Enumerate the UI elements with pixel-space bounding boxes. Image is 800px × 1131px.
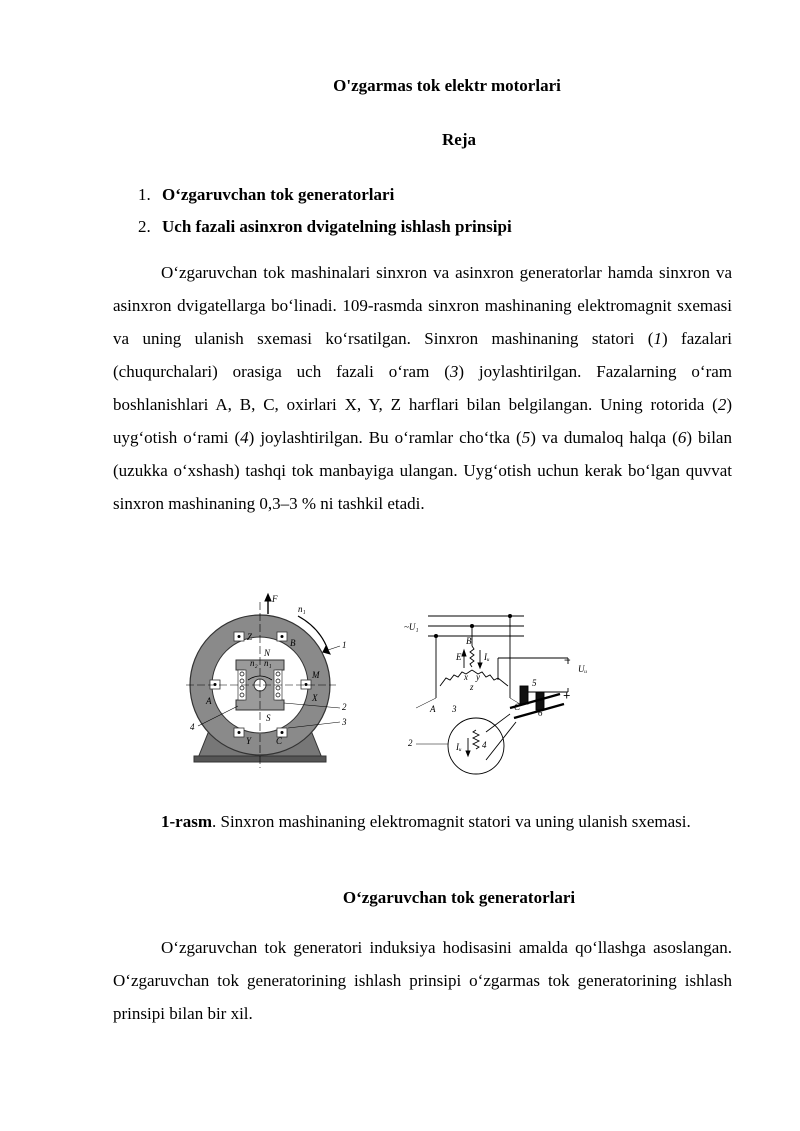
caption-text: . Sinxron mashinaning elektromagnit statori va uning ulanish sxemasi. xyxy=(211,812,691,831)
label-B: B xyxy=(290,638,296,648)
label-Iu: Iᵤ xyxy=(484,652,490,662)
label-5: 5 xyxy=(532,678,537,688)
label-4-right: 4 xyxy=(482,740,487,750)
ref-number: 3 xyxy=(449,362,459,381)
text-run: ) joylashtirilgan. Fazalarning o‘ram boshlanishlari A, B, C, oxirlari X, Y, Z harflari bilan belgilangan. Uning rotorida ( xyxy=(113,362,733,414)
plan-item xyxy=(138,215,512,247)
label-plus: + xyxy=(563,688,571,703)
label-A: A xyxy=(206,696,212,706)
plan-item-text: Uch fazali asinxron dvigatelning ishlash prinsipi xyxy=(162,217,512,236)
label-2-right: 2 xyxy=(408,738,413,748)
caption-label: 1-rasm xyxy=(161,812,212,831)
label-C: C xyxy=(276,736,283,746)
label-x: x xyxy=(464,672,468,682)
machine-cross-section xyxy=(186,594,340,768)
label-S: S xyxy=(266,713,271,723)
label-X: X xyxy=(312,693,318,703)
label-Y: Y xyxy=(246,736,252,746)
text-run: O‘zgaruvchan tok mashinalari sinxron va asinxron generatorlar hamda sinxron va asinxron dvigatellarga bo‘linadi. 109-rasmda sinxron mashinaning elektromagnit sxemasi va uning ulanish sxemasi ko‘rsatilgan. Sinxron mashinaning statori ( xyxy=(113,263,732,348)
ref-number: 2 xyxy=(717,395,727,414)
figure-caption xyxy=(113,805,732,838)
label-Z: Z xyxy=(247,632,253,642)
plan-item-number: 1. xyxy=(138,185,151,204)
label-1: 1 xyxy=(342,640,347,650)
section-heading: O‘zgaruvchan tok generatorlari xyxy=(342,888,576,907)
plan-heading: Reja xyxy=(442,130,476,149)
label-N: N xyxy=(264,648,271,658)
text-run: ) uyg‘otish o‘rami ( xyxy=(113,395,732,447)
intro-paragraph xyxy=(113,256,732,520)
label-E: E xyxy=(456,652,462,662)
label-minus: − xyxy=(564,653,571,667)
label-3-right: 3 xyxy=(452,704,457,714)
label-M: M xyxy=(312,670,320,680)
label-A-right: A xyxy=(430,704,436,714)
connection-diagram xyxy=(416,614,571,774)
ref-number: 4 xyxy=(240,428,249,447)
label-y: y xyxy=(476,672,480,682)
label-z: z xyxy=(470,682,474,692)
label-n1: n₁ xyxy=(298,604,306,614)
ref-number: 1 xyxy=(653,329,662,348)
body-paragraph: O‘zgaruvchan tok generatori induksiya hodisasini amalda qo‘llashga asoslangan. O‘zgaruvchan tok generatorining ishlash prinsipi o‘zgarmas tok generatorining ishlash prinsipi bilan bir xil. xyxy=(113,938,732,1023)
plan-list xyxy=(138,183,512,247)
label-2: 2 xyxy=(342,702,347,712)
figure-synchronous-machine xyxy=(180,588,600,788)
label-n2: n₂ xyxy=(250,658,258,668)
plan-item-number: 2. xyxy=(138,217,151,236)
document-title: O'zgarmas tok elektr motorlari xyxy=(333,76,561,95)
ref-number: 5 xyxy=(521,428,531,447)
text-run: ) joylashtirilgan. Bu o‘ramlar cho‘tka ( xyxy=(248,428,522,447)
label-B-right: B xyxy=(466,636,472,646)
label-Iu-rotor: Iᵤ xyxy=(456,742,462,752)
text-run: ) bilan (uzukka o‘xshash) tashqi tok manbayiga ulangan. Uyg‘otish uchun kerak bo‘lgan quvvat sinxron mashinaning 0,3–3 % ni tashkil etadi. xyxy=(113,428,732,513)
text-run: ) fazalari (chuqurchalari) orasiga uch fazali o‘ram ( xyxy=(113,329,732,381)
text-run: ) va dumaloq halqa ( xyxy=(530,428,678,447)
label-6: 6 xyxy=(538,708,543,718)
label-Uu: Uᵤ xyxy=(578,664,588,674)
label-C-right: C xyxy=(514,702,521,712)
label-3: 3 xyxy=(342,717,347,727)
plan-item xyxy=(138,183,512,215)
label-4: 4 xyxy=(190,722,195,732)
ref-number: 6 xyxy=(677,428,687,447)
plan-item-text: O‘zgaruvchan tok generatorlari xyxy=(162,185,395,204)
label-n1-inner: n₁ xyxy=(264,658,272,668)
label-F: F xyxy=(272,594,278,604)
label-U1: ~U₁ xyxy=(404,622,419,632)
